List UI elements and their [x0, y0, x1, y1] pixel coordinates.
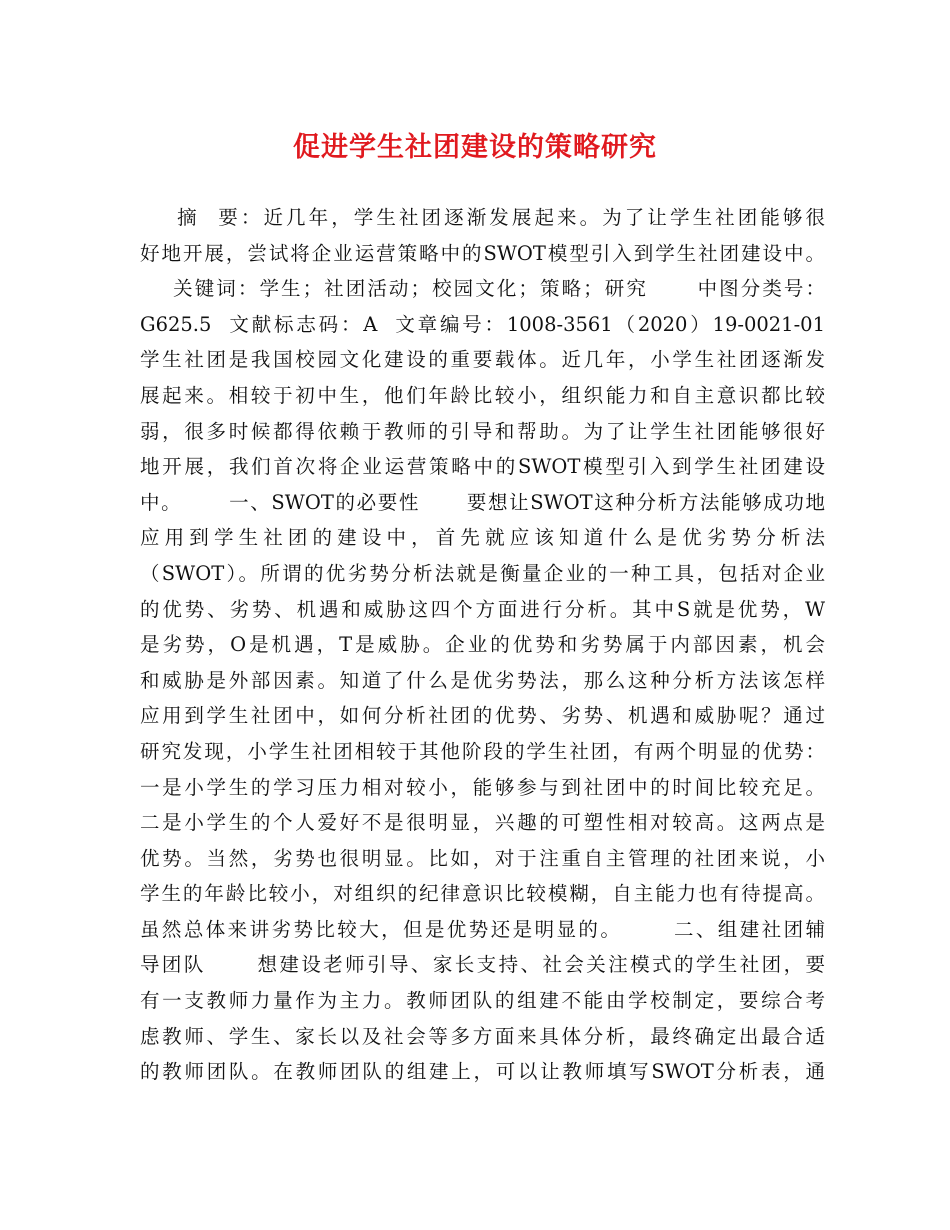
document-title: 促进学生社团建设的策略研究: [293, 132, 657, 163]
body-line: 应用到学生社团中，如何分析社团的优势、劣势、机遇和威胁呢？通过: [140, 704, 825, 728]
body-line: 学生的年龄比较小，对组织的纪律意识比较模糊，自主能力也有待提高。: [140, 882, 825, 906]
document-body: [140, 200, 825, 1090]
body-line: 应用到学生社团的建设中，首先就应该知道什么是优劣势分析法: [140, 526, 825, 550]
body-line: 的教师团队。在教师团队的组建上，可以让教师填写SWOT分析表，通: [140, 1060, 825, 1084]
body-line: 和威胁是外部因素。知道了什么是优劣势法，那么这种分析方法该怎样: [140, 668, 825, 692]
body-line: 中。 一、SWOT的必要性 要想让SWOT这种分析方法能够成功地: [140, 490, 825, 514]
body-line: 优势。当然，劣势也很明显。比如，对于注重自主管理的社团来说，小: [140, 846, 825, 870]
body-line: 研究发现，小学生社团相较于其他阶段的学生社团，有两个明显的优势：: [140, 739, 825, 763]
body-line: 是劣势，O是机遇，T是威胁。企业的优势和劣势属于内部因素，机会: [140, 633, 825, 657]
body-line: 一是小学生的学习压力相对较小，能够参与到社团中的时间比较充足。: [140, 775, 825, 799]
body-line: 虽然总体来讲劣势比较大，但是优势还是明显的。 二、组建社团辅: [140, 917, 825, 941]
body-line: 有一支教师力量作为主力。教师团队的组建不能由学校制定，要综合考: [140, 989, 825, 1013]
body-line: （SWOT）。所谓的优劣势分析法就是衡量企业的一种工具，包括对企业: [140, 561, 825, 585]
body-line: 学生社团是我国校园文化建设的重要载体。近几年，小学生社团逐渐发: [140, 348, 825, 372]
body-line: 导团队 想建设老师引导、家长支持、社会关注模式的学生社团，要: [140, 953, 825, 977]
body-line: 地开展，我们首次将企业运营策略中的SWOT模型引入到学生社团建设: [140, 455, 825, 479]
body-line: G625.5 文献标志码：A 文章编号：1008-3561（2020）19-0021-01: [140, 312, 825, 336]
body-line: 好地开展，尝试将企业运营策略中的SWOT模型引入到学生社团建设中。: [140, 241, 825, 265]
body-line: 的优势、劣势、机遇和威胁这四个方面进行分析。其中S就是优势，W: [140, 597, 825, 621]
body-line: 虑教师、学生、家长以及社会等多方面来具体分析，最终确定出最合适: [140, 1024, 825, 1048]
body-line: 摘 要：近几年，学生社团逐渐发展起来。为了让学生社团能够很: [140, 206, 825, 229]
body-line: 二是小学生的个人爱好不是很明显，兴趣的可塑性相对较高。这两点是: [140, 811, 825, 835]
body-line: 关键词：学生；社团活动；校园文化；策略；研究 中图分类号：: [140, 277, 825, 301]
body-line: 展起来。相较于初中生，他们年龄比较小，组织能力和自主意识都比较: [140, 383, 825, 407]
body-line: 弱，很多时候都得依赖于教师的引导和帮助。为了让学生社团能够很好: [140, 419, 825, 443]
